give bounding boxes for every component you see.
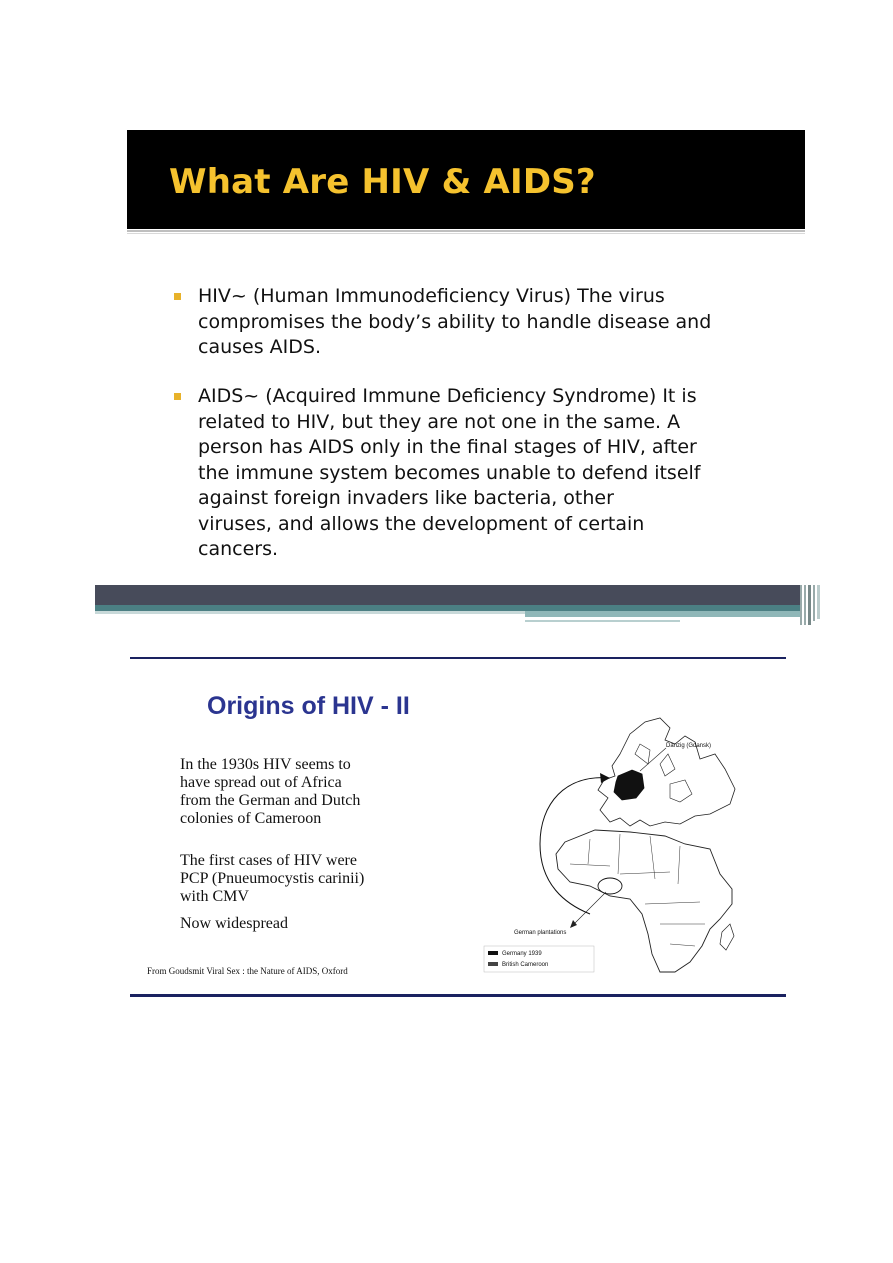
decorative-stripes — [800, 585, 822, 625]
decorative-band-thin — [525, 620, 680, 622]
slide2-top-rule — [130, 657, 786, 659]
bullet-marker-hiv — [174, 293, 181, 300]
legend-cameroon: British Cameroon — [502, 962, 549, 968]
slide2-source: From Goudsmit Viral Sex : the Nature of AIDS, Oxford — [147, 966, 348, 976]
bullet-aids: AIDS~ (Acquired Immune Deficiency Syndrome) It is related to HIV, but they are not one in the same. A person has AIDS only in the final stages of HIV, after the immune system becomes unable to defend itself against foreign invaders like bacteria, other viruses, and allows the development of certain cancers. — [198, 385, 701, 560]
label-danzig: Danzig (Gdansk) — [666, 743, 712, 749]
decorative-band-dark — [95, 585, 800, 605]
title-divider — [127, 230, 805, 232]
legend-germany: Germany 1939 — [502, 951, 542, 957]
map-legend — [484, 946, 594, 972]
title-divider-secondary — [127, 233, 805, 234]
decorative-band-light — [95, 611, 525, 614]
slide2-paragraph-widespread: Now widespread — [180, 915, 288, 932]
decorative-band-teal-right — [525, 611, 800, 617]
africa-europe-map — [470, 714, 770, 979]
slide2-title: Origins of HIV - II — [207, 692, 410, 720]
slide2-bottom-rule — [130, 994, 786, 997]
slide2-paragraph-first-cases: The first cases of HIV were PCP (Pnueumocystis carinii) with CMV — [180, 852, 365, 905]
slide-title: What Are HIV & AIDS? — [169, 162, 596, 202]
bullet-marker-aids — [174, 393, 181, 400]
bullet-hiv: HIV~ (Human Immunodeficiency Virus) The virus compromises the body’s ability to handle disease and causes AIDS. — [198, 285, 712, 358]
slide2-paragraph-origin: In the 1930s HIV seems to have spread out of Africa from the German and Dutch colonies of Cameroon — [180, 756, 361, 827]
label-plantations: German plantations — [514, 930, 567, 936]
